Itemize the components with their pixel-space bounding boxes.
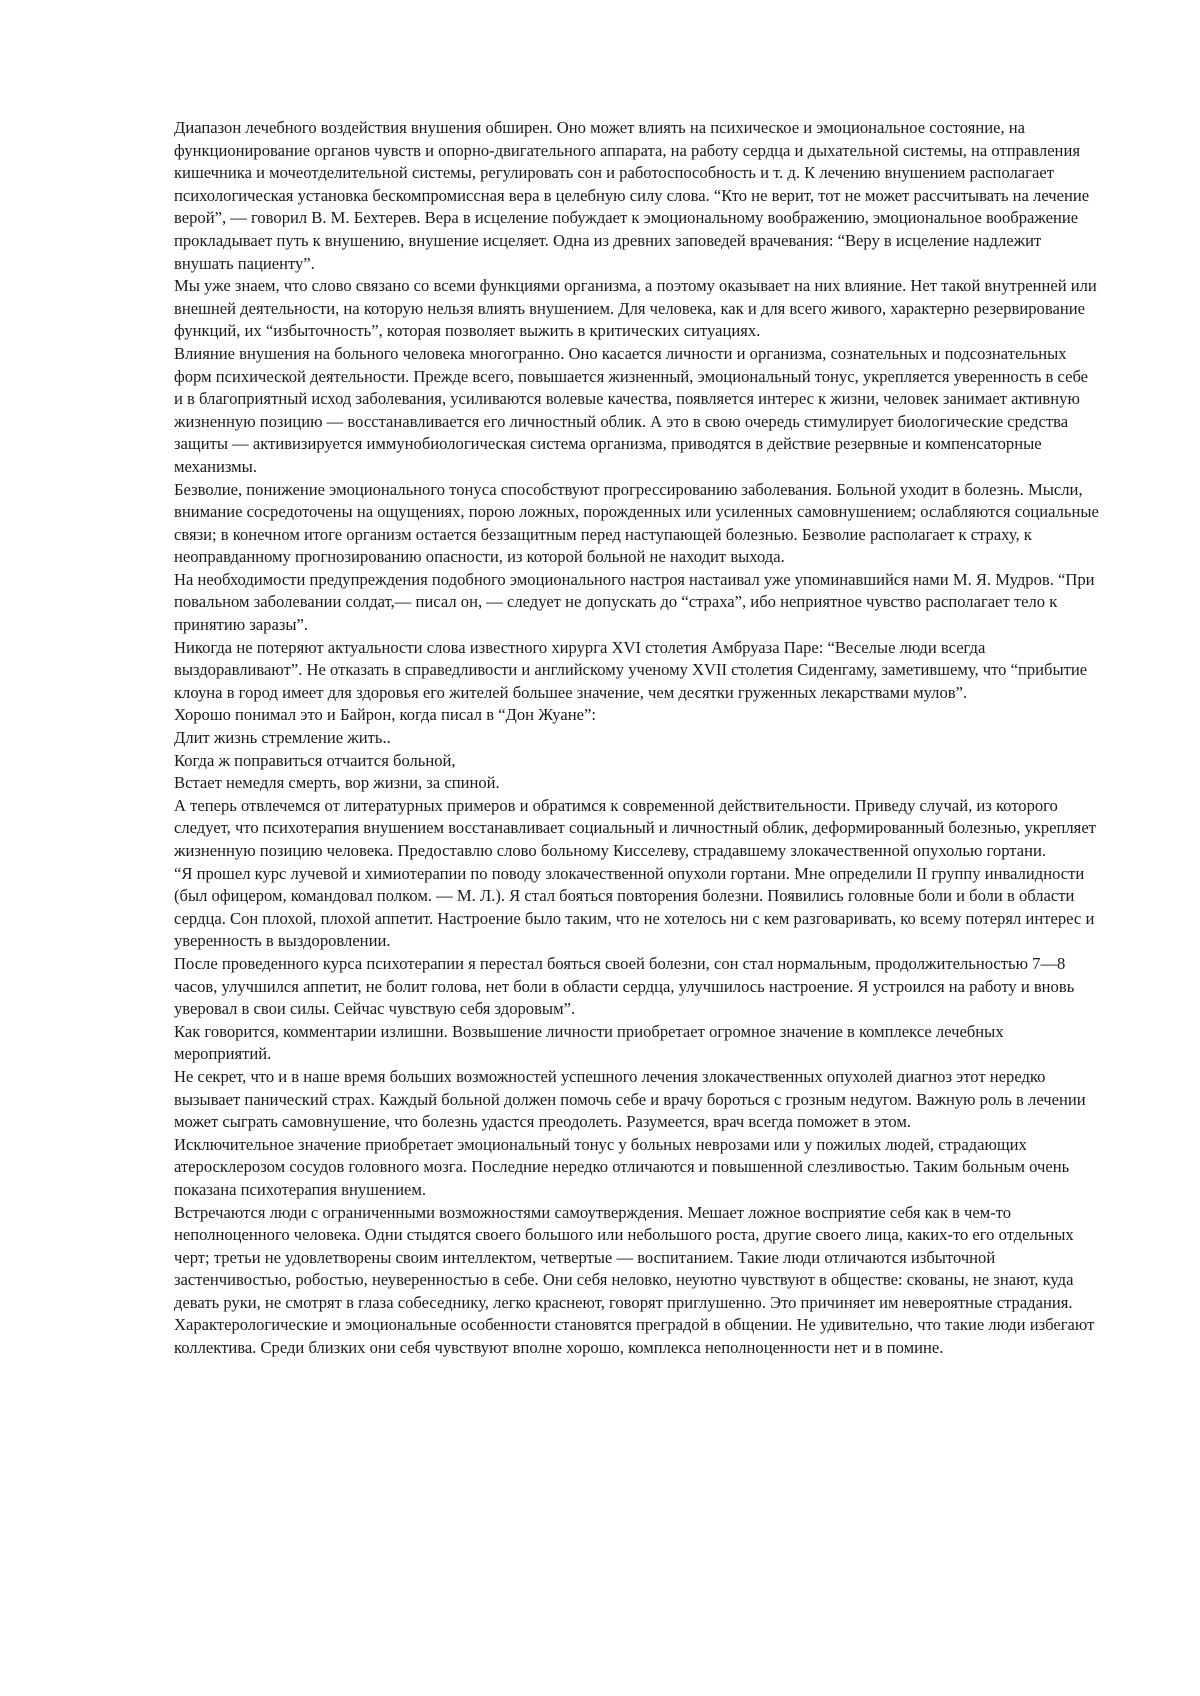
paragraph: Влияние внушения на больного человека многогранно. Оно касается личности и организма, сознательных и подсознательных форм психической деятельности. Прежде всего, повышается жизненный, эмоциональный тонус, укрепляется уверенность в себе и в благоприятный исход заболевания, усиливаются волевые качества, появляется интерес к жизни, человек занимает активную жизненную позицию — восстанавливается его личностный облик. А это в свою очередь стимулирует биологические средства защиты — активизируется иммунобиологическая система организма, приводятся в действие резервные и компенсаторные механизмы. xyxy=(174,343,1089,476)
paragraph: На необходимости предупреждения подобного эмоционального настроя настаивал уже упоминавшийся нами М. Я. Мудров. “При повальном заболевании солдат,— писал он, — следует не допускать до “страха”, ибо неприятное чувство располагает тело к принятию заразы”. xyxy=(174,569,1095,635)
paragraph: Встречаются люди с ограниченными возможностями самоутверждения. Мешает ложное восприятие себя как в чем-то неполноценного человека. Одни стыдятся своего большого или небольшого роста, другие своего лица, каких-то его отдельных черт; третьи не удовлетворены своим интеллектом, четвертые — воспитанием. Такие люди отличаются избыточной застенчивостью, робостью, неуверенностью в себе. Они себя неловко, неуютно чувствуют в обществе: скованы, не знают, куда девать руки, не смотрят в глаза собеседнику, легко краснеют, говорят приглушенно. Это причиняет им невероятные страдания. xyxy=(174,1202,1074,1312)
paragraph: Не секрет, что и в наше время больших возможностей успешного лечения злокачественных опухолей диагноз этот нередко вызывает панический страх. Каждый больной должен помочь себе и врачу бороться с грозным недугом. Важную роль в лечении может сыграть самовнушение, что болезнь удастся преодолеть. Разумеется, врач всегда поможет в этом. xyxy=(174,1066,1086,1132)
poem-line: Длит жизнь стремление жить.. xyxy=(174,728,391,748)
patient-quote-paragraph: “Я прошел курс лучевой и химиотерапии по поводу злокачественной опухоли гортани. Мне определили II группу инвалидности (был офицером, командовал полком. — М. Л.). Я стал бояться повторения болезни. Появились головные боли и боли в области сердца. Сон плохой, плохой аппетит. Настроение было таким, что не хотелось ни с кем разговаривать, ко всему потерял интерес и уверенность в выздоровлении. xyxy=(174,863,1095,951)
paragraph: А теперь отвлечемся от литературных примеров и обратимся к современной действительности. Приведу случай, из которого следует, что психотерапия внушением восстанавливает социальный и личностный облик, деформированный болезнью, укрепляет жизненную позицию человека. Предоставлю слово больному Кисселеву, страдавшему злокачественной опухолью гортани. xyxy=(174,795,1096,860)
patient-quote-paragraph: После проведенного курса психотерапии я перестал бояться своей болезни, сон стал нормальным, продолжительностью 7—8 часов, улучшился аппетит, не болит голова, нет боли в области сердца, улучшилось настроение. Я устроился на работу и вновь уверовал в свои силы. Сейчас чувствую себя здоровым”. xyxy=(174,953,1075,1019)
paragraph: Мы уже знаем, что слово связано со всеми функциями организма, а поэтому оказывает на них влияние. Нет такой внутренней или внешней деятельности, на которую нельзя влиять внушением. Для человека, как и для всего живого, характерно резервирование функций, их “избыточность”, которая позволяет выжить в критических ситуациях. xyxy=(174,276,1097,341)
paragraph: Хорошо понимал это и Байрон, когда писал в “Дон Жуане”: xyxy=(174,705,596,725)
paragraph: Исключительное значение приобретает эмоциональный тонус у больных неврозами или у пожилых людей, страдающих атеросклерозом сосудов головного мозга. Последние нередко отличаются и повышенной слезливостью. Таким больным очень показана психотерапия внушением. xyxy=(174,1134,1070,1199)
document-page xyxy=(174,117,1100,1360)
poem-line: Встает немедля смерть, вор жизни, за спиной. xyxy=(174,773,500,793)
paragraph: Характерологические и эмоциональные особенности становятся преградой в общении. Не удивительно, что такие люди избегают коллектива. Среди близких они себя чувствуют вполне хорошо, комплекса неполноценности нет и в помине. xyxy=(174,1315,1095,1358)
poem-line: Когда ж поправиться отчаится больной, xyxy=(174,750,456,770)
paragraph: Как говорится, комментарии излишни. Возвышение личности приобретает огромное значение в комплексе лечебных мероприятий. xyxy=(174,1021,1004,1064)
paragraph: Безволие, понижение эмоционального тонуса способствуют прогрессированию заболевания. Больной уходит в болезнь. Мысли, внимание сосредоточены на ощущениях, порою ложных, порожденных или усиленных самовнушением; ослабляются социальные связи; в конечном итоге организм остается беззащитным перед наступающей болезнью. Безволие располагает к страху, к неоправданному прогнозированию опасности, из которой больной не находит выхода. xyxy=(174,479,1099,567)
paragraph: Диапазон лечебного воздействия внушения обширен. Оно может влиять на психическое и эмоциональное состояние, на функционирование органов чувств и опорно-двигательного аппарата, на работу сердца и дыхательной системы, на отправления кишечника и мочеотделительной системы, регулировать сон и работоспособность и т. д. К лечению внушением располагает психологическая установка бескомпромиссная вера в целебную силу слова. “Кто не верит, тот не может рассчитывать на лечение верой”, — говорил В. М. Бехтерев. Вера в исцеление побуждает к эмоциональному воображению, эмоциональное воображение прокладывает путь к внушению, внушение исцеляет. Одна из древних заповедей врачевания: “Веру в исцеление надлежит внушать пациенту”. xyxy=(174,118,1090,273)
paragraph: Никогда не потеряют актуальности слова известного хирурга XVI столетия Амбруаза Паре: “Веселые люди всегда выздоравливают”. Не отказать в справедливости и английскому ученому XVII столетия Сиденгаму, заметившему, что “прибытие клоуна в город имеет для здоровья его жителей большее значение, чем десятки груженных лекарствами мулов”. xyxy=(174,637,1088,702)
